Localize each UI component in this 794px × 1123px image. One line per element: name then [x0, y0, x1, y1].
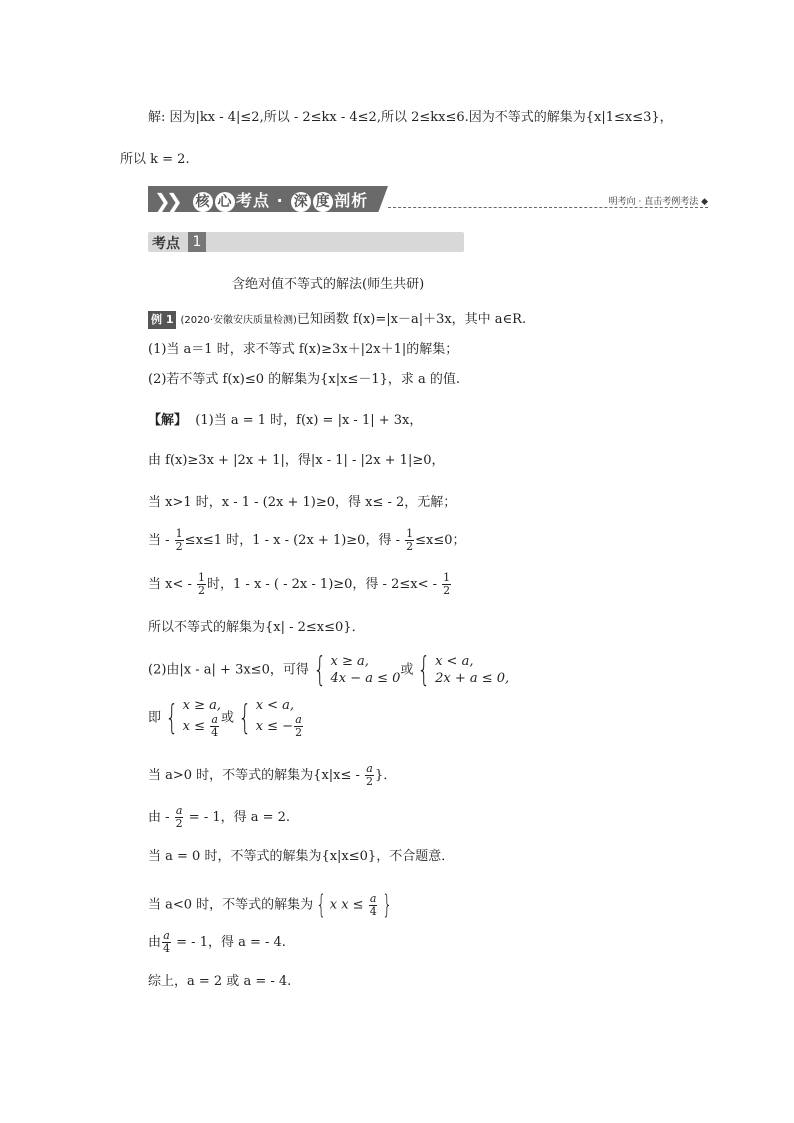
fraction-numerator: a	[175, 804, 183, 817]
left-brace: {	[316, 890, 327, 920]
fraction-numerator: 1	[406, 527, 414, 540]
topic-title: 含绝对值不等式的解法(师生共研)	[232, 277, 425, 292]
banner-subtitle: 明考向 · 直击考例考法 ◆	[608, 197, 708, 207]
fraction-denominator: 2	[198, 584, 206, 597]
fraction-numerator: a	[295, 713, 302, 726]
solution-text: 当 a<0 时，不等式的解集为	[148, 897, 314, 913]
solution-label: 【解】	[148, 413, 188, 428]
kaodian-bar	[148, 232, 464, 252]
inequality-system	[330, 653, 400, 687]
set-text: x x ≤	[329, 897, 368, 913]
solution-text: ≤x≤1 时，1 - x - (2x + 1)≥0，得 -	[184, 533, 405, 548]
inequality-system	[183, 697, 221, 739]
fraction-numerator: a	[369, 891, 377, 905]
solution-line-9	[148, 763, 396, 788]
fraction-denominator: 2	[295, 726, 303, 739]
left-brace: {	[313, 650, 327, 690]
solution-text: 当 a>0 时，不等式的解集为{x|x≤ -	[148, 768, 365, 783]
banner-text-part: 考点 ·	[236, 191, 291, 210]
solution-line-1	[148, 412, 422, 430]
banner-divider	[388, 207, 708, 208]
banner-circle-char: 心	[215, 192, 235, 212]
intro-line-2: 所以 k = 2.	[120, 152, 190, 167]
solution-line-14: 综上，a = 2 或 a = - 4.	[148, 974, 292, 989]
system-row: x ≥ a,	[182, 698, 222, 713]
solution-text: 当 -	[148, 533, 174, 548]
left-brace: {	[165, 698, 179, 738]
question-2: (2)若不等式 f(x)≤0 的解集为{x|x≤－1}，求 a 的值.	[148, 372, 461, 387]
solution-text: 即	[148, 710, 162, 726]
solution-text: (2)由|x - a| + 3x≤0，可得	[148, 662, 309, 678]
solution-line-3: 当 x>1 时，x - 1 - (2x + 1)≥0，得 x≤ - 2，无解；	[148, 495, 457, 510]
solution-text: (1)当 a = 1 时，f(x) = |x - 1| + 3x，	[195, 413, 423, 428]
banner-circle-char: 深	[291, 192, 311, 212]
fraction-denominator: 2	[406, 540, 414, 553]
example-text: 已知函数 f(x)=|x－a|＋3x，其中 a∈R.	[296, 312, 527, 327]
solution-line-2: 由 f(x)≥3x + |2x + 1|，得|x - 1| - |2x + 1|≥0，	[148, 453, 445, 468]
fraction	[369, 893, 378, 918]
solution-text: 当 x< -	[148, 577, 197, 592]
intro-line-1: 解: 因为|kx - 4|≤2,所以 - 2≤kx - 4≤2,所以 2≤kx≤6.因为不等式的解集为{x|1≤x≤3}，	[148, 110, 673, 125]
fraction	[197, 572, 206, 597]
solution-text: = - 1，得 a = - 4.	[172, 935, 286, 950]
section-banner	[148, 186, 708, 212]
solution-text: 由	[148, 935, 162, 950]
solution-line-7	[148, 650, 510, 690]
chevron-icon: ❯	[154, 189, 171, 213]
solution-text: = - 1，得 a = 2.	[184, 810, 291, 825]
fraction	[365, 763, 374, 788]
banner-circle-char: 核	[193, 192, 213, 212]
left-brace: {	[417, 650, 431, 690]
fraction-denominator: 2	[175, 817, 183, 830]
fraction-numerator: a	[366, 762, 373, 775]
left-brace: {	[238, 698, 252, 738]
solution-line-8	[148, 697, 304, 739]
fraction	[405, 528, 414, 553]
fraction-denominator: 4	[211, 726, 219, 739]
fraction-numerator: 1	[175, 527, 183, 540]
inequality-system	[256, 697, 304, 739]
banner-circle-char: 度	[313, 192, 333, 212]
kaodian-number: 1	[188, 232, 206, 252]
fraction-numerator: 1	[443, 571, 451, 584]
system-row: x < a,	[255, 698, 295, 713]
chevron-icon: ❯	[166, 189, 183, 213]
question-1: (1)当 a＝1 时，求不等式 f(x)≥3x＋|2x＋1|的解集；	[148, 342, 459, 357]
solution-line-10	[148, 805, 290, 830]
solution-line-4	[148, 528, 466, 553]
fraction	[175, 528, 184, 553]
fraction-numerator: a	[211, 713, 218, 726]
system-row: 2x + a ≤ 0,	[435, 671, 510, 686]
solution-text: 时，1 - x - ( - 2x - 1)≥0，得 - 2≤x< -	[207, 577, 442, 592]
kaodian-label: 考点	[152, 236, 180, 252]
example-line	[148, 311, 526, 330]
banner-text-part: 剖析	[334, 191, 369, 210]
system-row: 4x − a ≤ 0	[330, 671, 401, 686]
fraction	[442, 572, 451, 597]
solution-line-12	[148, 888, 395, 922]
example-source: (2020·安徽安庆质量检测)	[180, 315, 297, 326]
fraction	[175, 805, 184, 830]
banner-title	[192, 188, 368, 212]
or-text: 或	[400, 662, 414, 678]
right-brace: }	[381, 890, 392, 920]
solution-line-11: 当 a = 0 时，不等式的解集为{x|x≤0}，不合题意．	[148, 849, 455, 864]
solution-text: }．	[375, 768, 397, 783]
solution-line-13	[148, 930, 286, 955]
fraction-denominator: 4	[163, 942, 171, 955]
inequality-system	[435, 653, 509, 687]
solution-line-5	[148, 572, 452, 597]
solution-line-6: 所以不等式的解集为{x| - 2≤x≤0}．	[148, 620, 365, 635]
example-badge: 例 1	[148, 311, 176, 329]
fraction	[210, 714, 219, 739]
fraction-denominator: 2	[175, 540, 183, 553]
fraction-denominator: 4	[369, 904, 377, 918]
system-row: x ≤	[182, 719, 210, 734]
system-row: x < a,	[435, 654, 474, 669]
system-row: x ≥ a,	[330, 654, 369, 669]
fraction	[294, 714, 303, 739]
fraction	[162, 930, 171, 955]
or-text: 或	[221, 710, 235, 726]
solution-text: 由 -	[148, 810, 174, 825]
system-row: x ≤ −	[255, 719, 294, 734]
solution-text: ≤x≤0；	[415, 533, 466, 548]
fraction-numerator: a	[163, 929, 170, 942]
fraction-numerator: 1	[198, 571, 206, 584]
fraction-denominator: 2	[366, 775, 374, 788]
fraction-denominator: 2	[443, 584, 451, 597]
